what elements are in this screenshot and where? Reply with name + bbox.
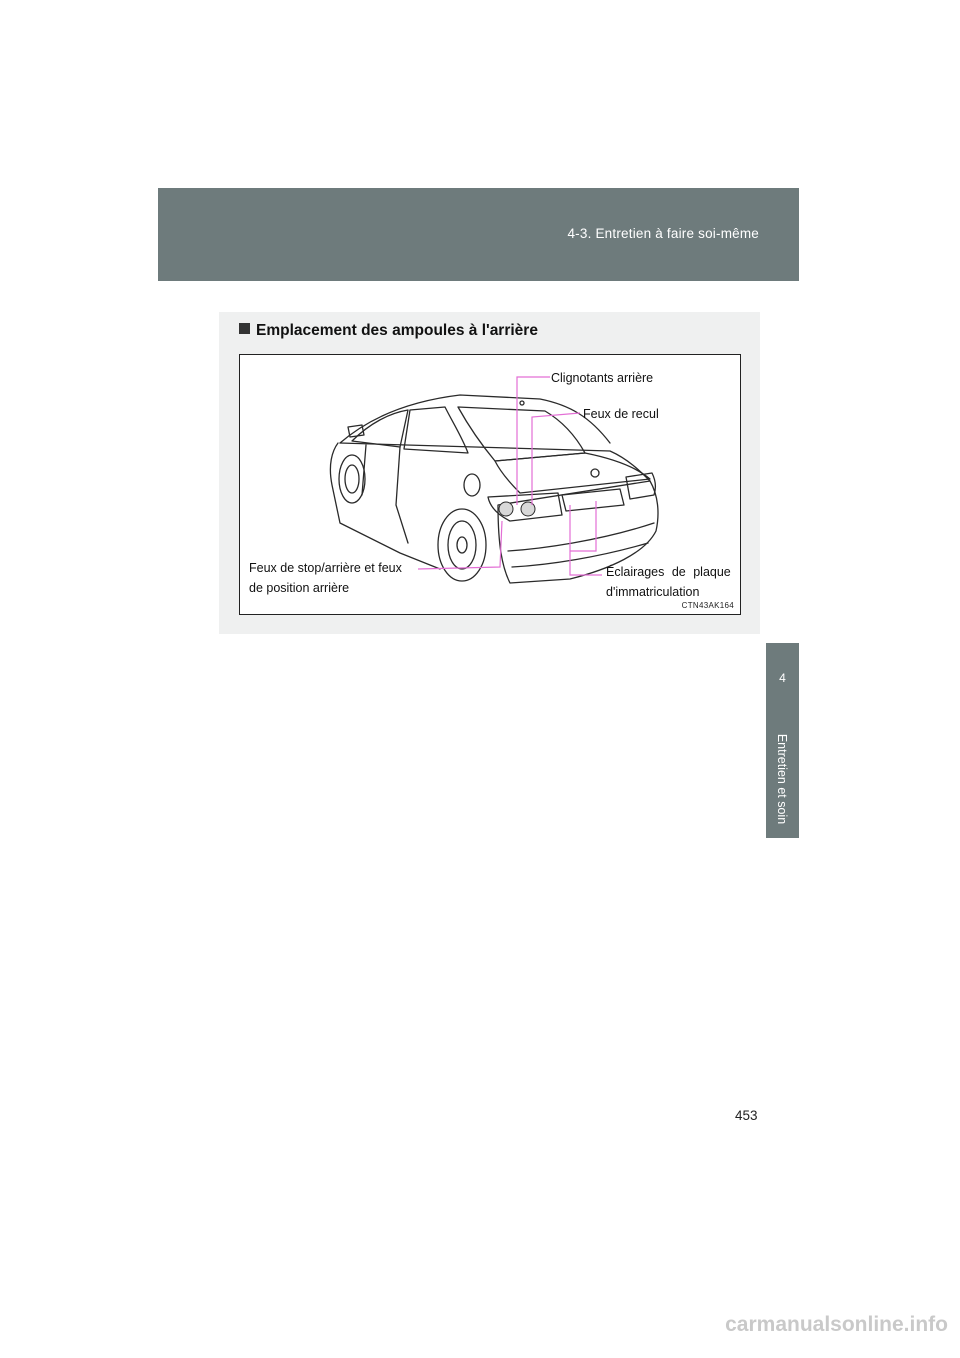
- label-stop-tail-line2: de position arrière: [249, 581, 350, 595]
- label-reverse: Feux de recul: [583, 407, 659, 421]
- label-stop-tail-line1: Feux de stop/arrière et feux: [249, 561, 402, 575]
- chapter-title: 4-3. Entretien à faire soi-même: [567, 226, 759, 241]
- label-rear-turn: Clignotants arrière: [551, 371, 654, 385]
- chapter-number: 4: [779, 671, 786, 685]
- page-number: 453: [735, 1108, 758, 1123]
- leader-stop-tail: [418, 521, 502, 569]
- leader-lines: [418, 377, 602, 575]
- figure-code: CTN43AK164: [681, 601, 734, 610]
- car-drawing: [330, 395, 658, 583]
- label-plate-line1: Éclairages de plaque: [606, 565, 731, 579]
- chapter-side-label: [766, 720, 799, 838]
- section-heading: [239, 322, 538, 340]
- section-heading-text: Emplacement des ampoules à l'arrière: [256, 322, 538, 339]
- label-plate-line2: d'immatriculation: [606, 585, 700, 599]
- chapter-header-bar: [158, 188, 799, 281]
- leader-rear-turn: [517, 377, 550, 505]
- rear-bulb-figure: [239, 354, 741, 615]
- watermark: carmanualsonline.info: [725, 1313, 948, 1336]
- chapter-side-label-text: Entretien et soin: [775, 733, 790, 825]
- stop-tail-bulb: [499, 502, 513, 516]
- turn-bulb: [521, 502, 535, 516]
- section-box: [219, 312, 760, 634]
- square-bullet-icon: [239, 323, 250, 334]
